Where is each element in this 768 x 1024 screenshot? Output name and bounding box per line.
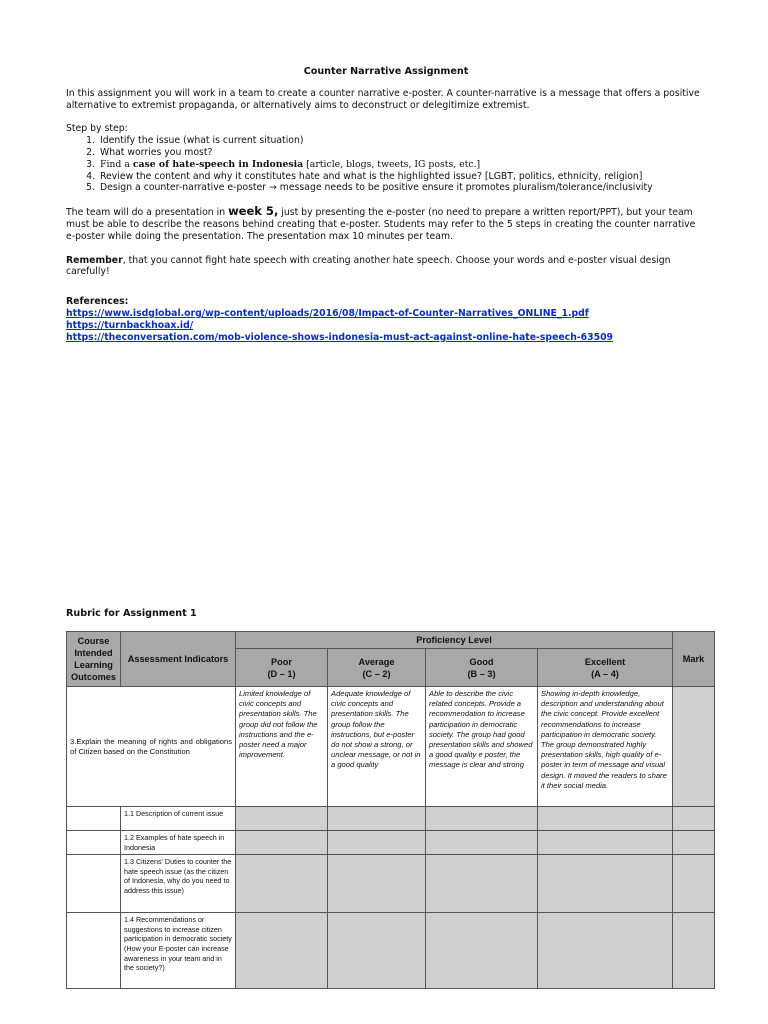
- page-title: Counter Narrative Assignment: [303, 66, 469, 77]
- score-cell: [328, 807, 426, 831]
- header-poor: [236, 649, 328, 687]
- header-indicators: Assessment Indicators: [121, 632, 236, 687]
- intro-paragraph: In this assignment you will work in a team to create a counter narrative e-poster. A counter-narrative is a message that offers a positive alternative to extremist propaganda, or alternatively aims to deconstruct or delegitimize extremist.: [66, 87, 700, 111]
- mark-cell: [673, 807, 715, 831]
- level-name: Average: [358, 656, 395, 667]
- step-3-prefix: Find a: [100, 158, 133, 170]
- remember-paragraph: [66, 255, 706, 279]
- score-cell: [426, 831, 538, 855]
- presentation-text: just by presenting the e-poster (no need to prepare a written report/PPT), but your team must be able to describe the reasons behind creating that e-poster. Students may refer to the 5 steps in creating the counter narrative e-poster while doing the presentation. The presentation max 10 minutes per team.: [66, 207, 696, 242]
- step-item: 2. What worries you most?: [98, 147, 706, 159]
- score-cell: [538, 913, 673, 989]
- clo-cell: [67, 855, 121, 913]
- mark-cell: [673, 831, 715, 855]
- mark-cell: [673, 913, 715, 989]
- reference-link-theconversation[interactable]: https://theconversation.com/mob-violence-shows-indonesia-must-act-against-online-hate-speech-63509: [66, 331, 614, 343]
- table-row: [67, 913, 715, 989]
- presentation-week: week 5,: [228, 204, 279, 219]
- indicator-1-2: 1.2 Examples of hate speech in Indonesia: [121, 831, 236, 855]
- rubric-title: Rubric for Assignment 1: [66, 608, 197, 619]
- header-clo: Course Intended Learning Outcomes: [67, 632, 121, 687]
- indicator-1-4: 1.4 Recommendations or suggestions to increase citizen participation in democratic society (How your E-poster can increase awareness in your team and in the society?): [121, 913, 236, 989]
- score-cell: [538, 855, 673, 913]
- score-cell: [236, 913, 328, 989]
- score-cell: [328, 913, 426, 989]
- step-item: 4. Review the content and why it constitutes hate and what is the highlighted issue? [LGBT, politics, ethnicity, religion]: [98, 171, 706, 183]
- score-cell: [236, 807, 328, 831]
- score-cell: [538, 807, 673, 831]
- step-3-suffix: [article, blogs, tweets, IG posts, etc.]: [303, 158, 481, 170]
- desc-poor: Limited knowledge of civic concepts and presentation skills. The group did not follow the instructions and the e-poster need a major improvement.: [236, 687, 328, 807]
- clo-cell: [67, 831, 121, 855]
- header-good: [426, 649, 538, 687]
- header-mark: Mark: [673, 632, 715, 687]
- score-cell: [328, 855, 426, 913]
- remember-bold: Remember: [66, 254, 123, 266]
- document-body: [66, 66, 706, 343]
- step-3-bold: case of hate-speech in Indonesia: [132, 158, 304, 170]
- presentation-prefix: The team will do a presentation in: [66, 207, 229, 219]
- desc-good: Able to describe the civic related concepts. Provide a recommendation to increase participation in democratic society. The group had good presentation skills and showed a good quality e poster, the message is clear and strong: [426, 687, 538, 807]
- score-cell: [426, 913, 538, 989]
- header-proficiency: Proficiency Level: [236, 632, 673, 649]
- score-cell: [426, 807, 538, 831]
- indicator-1-3: 1.3 Citizens' Duties to counter the hate speech issue (as the citizen of Indonesia, why do you need to address this issue): [121, 855, 236, 913]
- step-item: 5. Design a counter-narrative e-poster → message needs to be positive ensure it promotes pluralism/tolerance/inclusivity: [98, 182, 706, 194]
- header-average: [328, 649, 426, 687]
- table-row: [67, 855, 715, 913]
- level-name: Poor: [271, 656, 292, 667]
- remember-text: , that you cannot fight hate speech with creating another hate speech. Choose your words and e-poster visual design carefully!: [66, 254, 671, 278]
- score-cell: [538, 831, 673, 855]
- clo-3: 3.Explain the meaning of rights and obligations of Citizen based on the Constitution: [67, 687, 236, 807]
- level-name: Excellent: [584, 656, 626, 667]
- steps-label: Step by step:: [66, 123, 128, 135]
- presentation-paragraph: [66, 206, 706, 242]
- clo-cell: [67, 807, 121, 831]
- references-label: References:: [66, 296, 129, 308]
- indicator-1-1: 1.1 Description of current issue: [121, 807, 236, 831]
- table-row: [67, 687, 715, 807]
- score-cell: [236, 855, 328, 913]
- rubric-table: [66, 631, 715, 989]
- level-code: (B – 3): [467, 668, 496, 679]
- desc-excellent: Showing in-depth knowledge, description and understanding about the civic concept. Provide excellent recommendations to increase participation in democratic society. The group demonstrated highly presentation skills, high quality of e-poster in term of message and visual design. It moved the readers to share it their social media.: [538, 687, 673, 807]
- level-code: (A – 4): [591, 668, 619, 679]
- score-cell: [426, 855, 538, 913]
- score-cell: [328, 831, 426, 855]
- step-item: 1. Identify the issue (what is current situation): [98, 135, 706, 147]
- desc-average: Adequate knowledge of civic concepts and presentation skills. The group follow the instructions, but e-poster do not show a strong, or unclear message, or not in a good quality: [328, 687, 426, 807]
- reference-link-turnbackhoax[interactable]: https://turnbackhoax.id/: [66, 319, 194, 331]
- table-row: [67, 807, 715, 831]
- level-code: (D – 1): [267, 668, 296, 679]
- clo-cell: [67, 913, 121, 989]
- mark-cell: [673, 687, 715, 807]
- mark-cell: [673, 855, 715, 913]
- reference-link-isdglobal[interactable]: https://www.isdglobal.org/wp-content/uploads/2016/08/Impact-of-Counter-Narratives_ONLINE_1.pdf: [66, 307, 589, 319]
- score-cell: [236, 831, 328, 855]
- table-row: [67, 831, 715, 855]
- steps-list: [66, 135, 706, 194]
- step-item: [98, 159, 706, 171]
- header-excellent: [538, 649, 673, 687]
- level-name: Good: [469, 656, 494, 667]
- level-code: (C – 2): [362, 668, 391, 679]
